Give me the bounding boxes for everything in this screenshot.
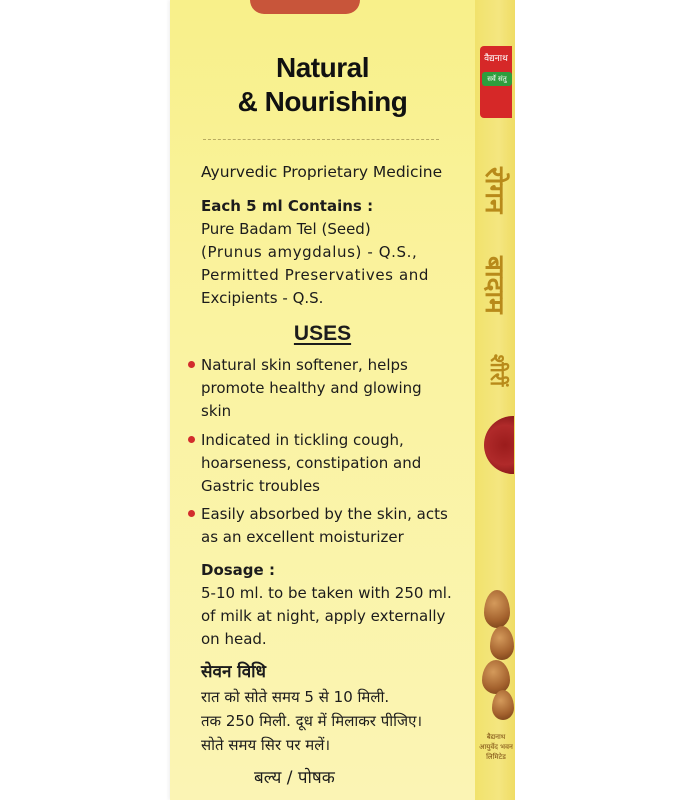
hindi-heading: सेवन विधि [201,662,267,682]
bullet-icon [188,436,195,443]
hindi-line: रात को सोते समय 5 से 10 मिली. [201,688,390,706]
almond-icon [484,590,510,628]
divider [203,139,439,140]
side-word: रोगन [479,166,509,214]
dosage-line: of milk at night, apply externally [201,607,446,625]
side-small-text: बैद्यनाथ आयुर्वेद भवन लिमिटेड [479,733,513,761]
use-line: Natural skin softener, helps [201,356,408,374]
heading-line-2: & Nourishing [237,86,408,117]
use-line: skin [201,402,232,420]
use-line: Gastric troubles [201,477,320,495]
uses-heading: USES [293,322,352,345]
dosage-line: on head. [201,630,267,648]
use-line: Indicated in tickling cough, [201,431,404,449]
hindi-line: सोते समय सिर पर मलें। [201,736,331,754]
composition-line: Permitted Preservatives and [201,266,429,284]
dosage-line: 5-10 ml. to be taken with 250 ml. [201,584,452,602]
use-line: promote healthy and glowing [201,379,422,397]
brand-name: वैद्यनाथ [484,54,508,64]
almond-icon [490,626,514,660]
use-line: as an excellent moisturizer [201,528,404,546]
use-line: hoarseness, constipation and [201,454,422,472]
heading-line-1: Natural [276,52,369,83]
side-word: शीरीं [486,353,510,387]
bullet-icon [188,361,195,368]
brand-tagline: सर्वे संतु [482,72,512,86]
hindi-line: तक 250 मिली. दूध में मिलाकर पीजिए। [201,712,423,730]
composition-heading: Each 5 ml Contains : [201,197,374,215]
dosage-heading: Dosage : [201,561,275,579]
top-decoration [250,0,360,14]
hindi-footer: बल्य / पोषक [254,768,335,788]
brand-logo [480,46,512,118]
use-line: Easily absorbed by the skin, acts [201,505,448,523]
almond-icon [492,690,514,720]
composition-line: Excipients - Q.S. [201,289,324,307]
bullet-icon [188,510,195,517]
subtitle: Ayurvedic Proprietary Medicine [201,163,443,181]
almond-icon [482,660,510,694]
side-word: बादाम [479,256,509,314]
composition-line: Pure Badam Tel (Seed) [201,220,371,238]
composition-line: (Prunus amygdalus) - Q.S., [201,243,418,261]
